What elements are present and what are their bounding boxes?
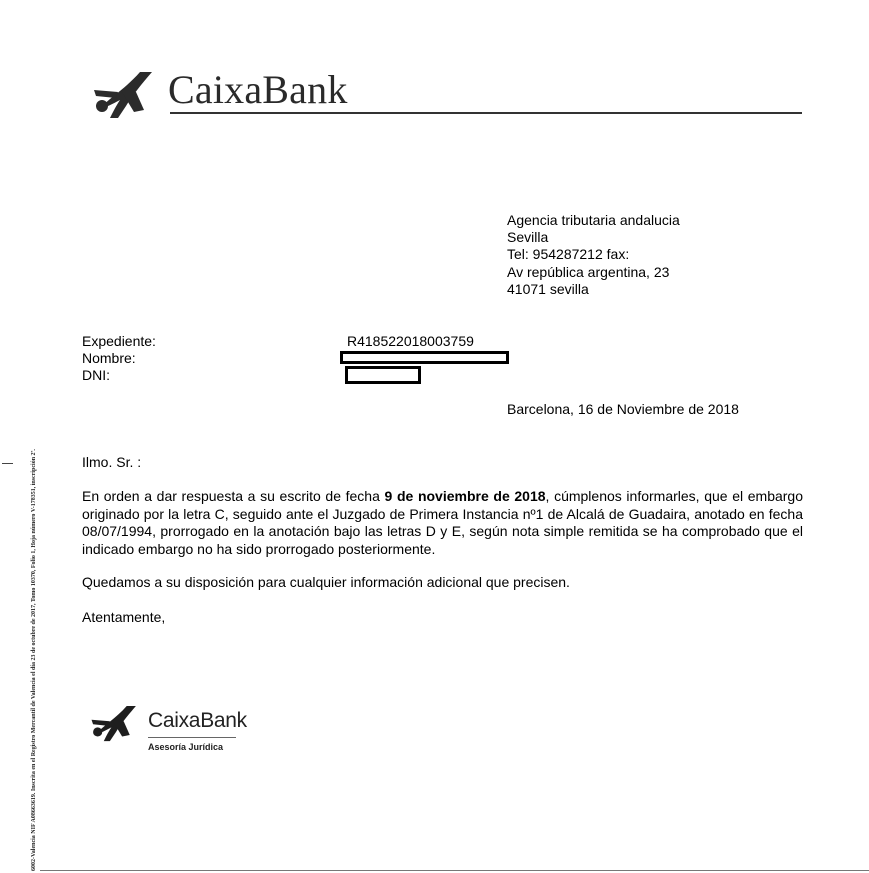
expediente-value: R418522018003759	[347, 333, 474, 349]
recipient-line-2: Sevilla	[507, 229, 549, 245]
signature-brand: CaixaBank	[148, 709, 247, 732]
expediente-label: Expediente:	[82, 333, 156, 349]
body-paragraph-2: Quedamos a su disposición para cualquier información adicional que precisen.	[82, 574, 570, 590]
recipient-line-4: Av república argentina, 23	[507, 264, 670, 280]
signature-department: Asesoría Jurídica	[148, 742, 224, 752]
body-text-before: En orden a dar respuesta a su escrito de fecha	[82, 488, 385, 504]
nombre-redaction	[340, 351, 509, 364]
dni-label: DNI:	[82, 367, 110, 383]
recipient-line-3: Tel: 954287212 fax:	[507, 246, 630, 262]
letter-reference-date: 9 de noviembre de 2018	[384, 488, 546, 504]
greeting: Ilmo. Sr. :	[82, 454, 142, 470]
letter-date: Barcelona, 16 de Noviembre de 2018	[507, 401, 739, 417]
body-text-after: , cúmplenos informarles, que el embargo originado por la letra C, seguido ante el Juzgado de Primera Instancia nº1 de Alcalá de Guadaira, anotado en fecha 08/07/1994, prorrogado en la anotación bajo las letras D y E, según nota simple remitida se ha comprobado que el indicado embargo no ha sido prorrogado posteriormente.	[82, 488, 803, 557]
header-rule	[170, 112, 802, 114]
recipient-line-1: Agencia tributaria andalucia	[507, 212, 680, 228]
body-paragraph-1	[82, 488, 803, 558]
caixabank-star-small-icon	[90, 700, 142, 744]
caixabank-star-icon	[92, 66, 160, 120]
page-bottom-rule	[40, 870, 869, 871]
dni-redaction	[345, 366, 421, 384]
signature-rule	[148, 737, 236, 738]
registry-side-note: 6002-Valencia NIF A08663619. Inscrita en el Registro Mercantil de Valencia el día 23 de octubre de 2017, Tomo 10370, Folio 1, Hoja número V-178351, inscripción 2ª.	[31, 449, 37, 871]
brand-name: CaixaBank	[168, 67, 348, 112]
closing: Atentamente,	[82, 609, 166, 625]
nombre-label: Nombre:	[82, 350, 136, 366]
margin-mark	[2, 463, 13, 464]
recipient-line-5: 41071 sevilla	[507, 281, 589, 297]
